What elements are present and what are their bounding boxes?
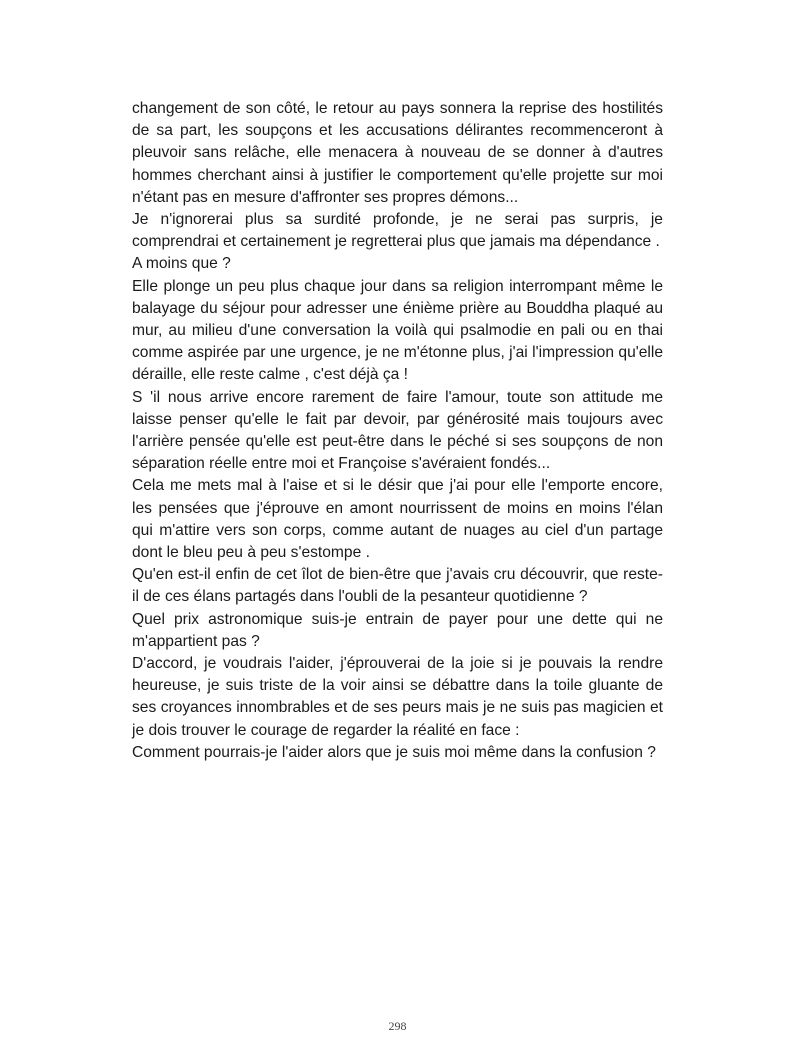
page-number: 298 [388, 1019, 407, 1033]
paragraph-4: Elle plonge un peu plus chaque jour dans sa religion interrompant même le balayage du séjour pour adresser une énième prière au Bouddha plaqué au mur, au milieu d'une conversation la voilà qui psalmodie en pali ou en thai comme aspirée par une urgence, je ne m'étonne plus, j'ai l'impression qu'elle déraille, elle reste calme , c'est déjà ça ! [132, 277, 663, 384]
paragraph-3: A moins que ? [132, 255, 231, 273]
body-text [132, 98, 663, 764]
paragraph-8: Quel prix astronomique suis-je entrain de payer pour une dette qui ne m'appartient pas ? [132, 610, 663, 650]
paragraph-2: Je n'ignorerai plus sa surdité profonde, je ne serai pas surpris, je comprendrai et certainement je regretterai plus que jamais ma dépendance . [132, 211, 663, 251]
paragraph-10: Comment pourrais-je l'aider alors que je suis moi même dans la confusion ? [132, 743, 656, 761]
paragraph-6: Cela me mets mal à l'aise et si le désir que j'ai pour elle l'emporte encore, les pensées que j'éprouve en amont nourrissent de moins en moins l'élan qui m'attire vers son corps, comme autant de nuages au ciel d'un partage dont le bleu peu à peu s'estompe . [132, 477, 663, 562]
paragraph-7: Qu'en est-il enfin de cet îlot de bien-être que j'avais cru découvrir, que reste-il de ces élans partagés dans l'oubli de la pesanteur quotidienne ? [132, 566, 663, 606]
paragraph-5: S 'il nous arrive encore rarement de faire l'amour, toute son attitude me laisse penser qu'elle le fait par devoir, par générosité mais toujours avec l'arrière pensée qu'elle est peut-être dans le péché si ses soupçons de non séparation réelle entre moi et Françoise s'avéraient fondés... [132, 388, 663, 473]
paragraph-1: changement de son côté, le retour au pays sonnera la reprise des hostilités de sa part, les soupçons et les accusations délirantes recommenceront à pleuvoir sans relâche, elle menacera à nouveau de se donner à d'autres hommes cherchant ainsi à justifier le comportement qu'elle projette sur moi n'étant pas en mesure d'affronter ses propres démons... [132, 100, 663, 206]
paragraph-9: D'accord, je voudrais l'aider, j'éprouverai de la joie si je pouvais la rendre heureuse, je suis triste de la voir ainsi se débattre dans la toile gluante de ses croyances innombrables et de ses peurs mais je ne suis pas magicien et je dois trouver le courage de regarder la réalité en face : [132, 655, 663, 739]
